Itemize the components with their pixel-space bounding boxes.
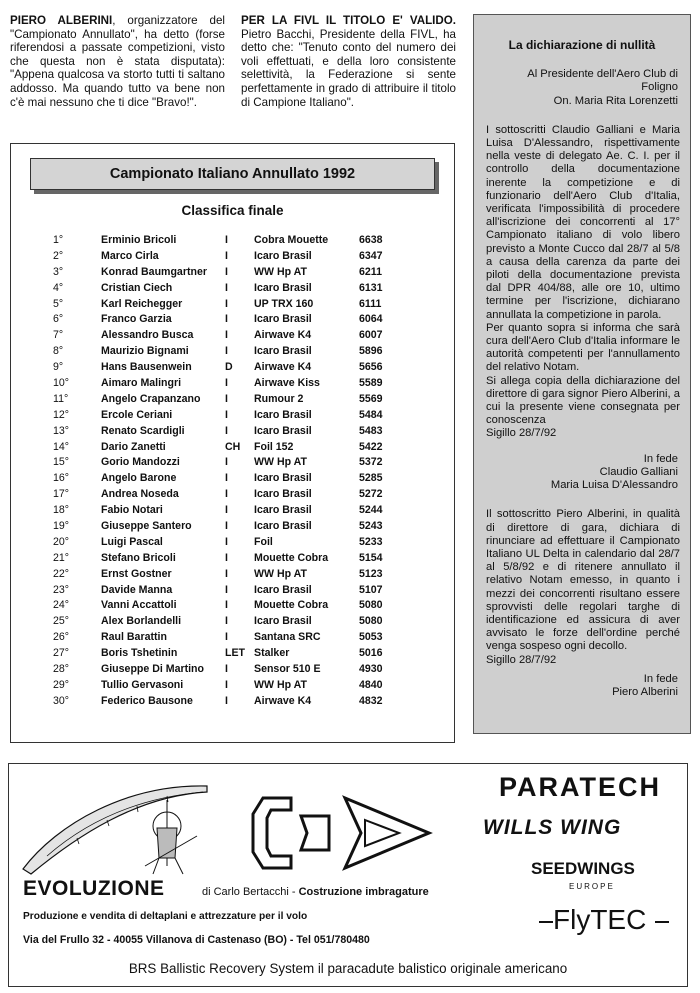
evoluzione-logo-emblem [249, 788, 439, 878]
nation-cell: I [225, 615, 228, 628]
pilot-name-cell: Maurizio Bignami [101, 345, 189, 358]
score-cell: 4832 [359, 694, 383, 707]
rank-cell: 29° [53, 678, 70, 691]
score-cell: 5483 [359, 424, 383, 437]
wing-cell: Icaro Brasil [254, 313, 312, 326]
results-title: Campionato Italiano Annullato 1992 [30, 158, 435, 190]
wing-cell: Icaro Brasil [254, 520, 312, 533]
table-row [11, 599, 454, 615]
nation-cell: D [225, 361, 233, 374]
pilot-name-cell: Andrea Noseda [101, 488, 179, 501]
table-row [11, 472, 454, 488]
nation-cell: I [225, 392, 228, 405]
wing-cell: WW Hp AT [254, 678, 307, 691]
table-row [11, 615, 454, 631]
rank-cell: 11° [53, 392, 69, 405]
rank-cell: 2° [53, 249, 64, 262]
nation-cell: I [225, 265, 228, 278]
sidebar-paragraph-4: Il sottoscritto Piero Alberini, in qualità di direttore di gara, dichiara di rinunciare ad effettuare il Campionato Italiano UL Delta in calendario dal 28/7 al 5/8/92 e di ritenere annullato il relativo Notam emesso, in quanto i mezzi dei concorrenti risultano essere sprovvisti delle regolari targhe di identificazione ed assicura di aver avvisato le forze dell'ordine perché venga sospeso ogni decollo. [486, 508, 680, 653]
score-cell: 5243 [359, 520, 383, 533]
table-row [11, 631, 454, 647]
rank-cell: 30° [53, 694, 70, 707]
rank-cell: 1° [53, 234, 64, 246]
score-cell: 5080 [359, 615, 383, 628]
address-line-3: On. Maria Rita Lorenzetti [553, 94, 678, 107]
pilot-name-cell: Alessandro Busca [101, 329, 194, 342]
pilot-name-cell: Raul Barattin [101, 631, 167, 644]
score-cell: 5080 [359, 599, 383, 612]
sidebar-paragraph-2: Per quanto sopra si informa che sarà cura dell'Aero Club d'Italia informare le autorità competenti per l'annullamento del relativo Notam. [486, 321, 680, 374]
wing-cell: Santana SRC [254, 631, 321, 644]
score-cell: 5656 [359, 361, 383, 374]
pilot-name-cell: Erminio Bricoli [101, 234, 177, 246]
score-cell: 6638 [359, 234, 383, 246]
wing-cell: Icaro Brasil [254, 472, 312, 485]
wing-cell: Stalker [254, 647, 290, 660]
willswing-logo: WILLS WING [483, 816, 622, 839]
pilot-name-cell: Stefano Bricoli [101, 551, 176, 564]
rank-cell: 13° [53, 424, 70, 437]
table-row [11, 234, 454, 250]
pilot-name-cell: Renato Scardigli [101, 424, 185, 437]
rank-cell: 10° [53, 377, 70, 390]
column-2-lead: PER LA FIVL IL TITOLO E' VALIDO. [241, 14, 456, 27]
score-cell: 5569 [359, 392, 383, 405]
rank-cell: 3° [53, 265, 64, 278]
results-rows [11, 234, 454, 711]
rank-cell: 19° [53, 520, 70, 533]
table-row [11, 377, 454, 393]
rank-cell: 22° [53, 567, 70, 580]
pilot-name-cell: Dario Zanetti [101, 440, 166, 453]
rank-cell: 28° [53, 663, 70, 676]
sidebar-seal-1: Sigillo 28/7/92 [486, 427, 557, 440]
nation-cell: I [225, 249, 228, 262]
wing-cell: Mouette Cobra [254, 599, 329, 612]
score-cell: 4840 [359, 678, 383, 691]
score-cell: 6064 [359, 313, 383, 326]
wing-cell: WW Hp AT [254, 456, 307, 469]
pilot-name-cell: Federico Bausone [101, 694, 193, 707]
paratech-logo: PARATECH [499, 772, 661, 802]
rank-cell: 16° [53, 472, 70, 485]
signatory-1a: Claudio Galliani [599, 465, 678, 478]
wing-cell: Sensor 510 E [254, 663, 321, 676]
pilot-name-cell: Davide Manna [101, 583, 173, 596]
nation-cell: I [225, 551, 228, 564]
results-box [10, 143, 455, 743]
rank-cell: 9° [53, 361, 64, 374]
nation-cell: I [225, 678, 228, 691]
wing-cell: Airwave K4 [254, 329, 312, 342]
rank-cell: 7° [53, 329, 64, 342]
pilot-name-cell: Angelo Barone [101, 472, 177, 485]
pilot-name-cell: Ercole Ceriani [101, 408, 173, 421]
nation-cell: I [225, 694, 228, 707]
wing-cell: Airwave K4 [254, 361, 312, 374]
article-column-2 [241, 14, 456, 109]
pilot-name-cell: Aimaro Malingri [101, 377, 182, 390]
wing-cell: Icaro Brasil [254, 488, 312, 501]
article-column-1 [10, 14, 225, 109]
score-cell: 5107 [359, 583, 383, 596]
rank-cell: 6° [53, 313, 64, 326]
score-cell: 5589 [359, 377, 383, 390]
pilot-name-cell: Cristian Ciech [101, 281, 173, 294]
in-fede-2: In fede [643, 672, 678, 685]
table-row [11, 393, 454, 409]
pilot-name-cell: Tullio Gervasoni [101, 678, 184, 691]
sidebar-paragraph-1: I sottoscritti Claudio Galliani e Maria Luisa D'Alessandro, rispettivamente nella veste di delegato Ae. C. I. per il controllo della documentazione inerente la competizione e di funzionario dell'Aero Club d'Italia, verificata l'impossibilità di procedere all'iscrizione dei concorrenti al 17° Campionato italiano di volo libero previsto a Monte Cucco dal 28/7 al 5/8 a causa della carenza da parte dei piloti della documentazione prevista dal DPR 404/88, alle ore 10, ultimo termine per l'iscrizione, dichiarano annullata la competizione in parola. [486, 123, 680, 321]
rank-cell: 25° [53, 615, 70, 628]
nation-cell: LET [225, 647, 246, 660]
table-row [11, 504, 454, 520]
wing-cell: WW Hp AT [254, 567, 307, 580]
brs-slogan: BRS Ballistic Recovery System il paracadute balistico originale americano [128, 961, 568, 976]
nation-cell: CH [225, 440, 241, 453]
rank-cell: 27° [53, 647, 70, 660]
score-cell: 5484 [359, 408, 383, 421]
wing-cell: UP TRX 160 [254, 297, 314, 310]
wing-cell: WW Hp AT [254, 265, 307, 278]
sidebar-seal-2: Sigillo 28/7/92 [486, 653, 557, 666]
table-row [11, 282, 454, 298]
wing-cell: Airwave K4 [254, 694, 312, 707]
rank-cell: 5° [53, 297, 64, 310]
table-row [11, 456, 454, 472]
results-subtitle: Classifica finale [181, 203, 284, 218]
wing-cell: Cobra Mouette [254, 234, 329, 246]
table-row [11, 647, 454, 663]
table-row [11, 488, 454, 504]
score-cell: 6347 [359, 249, 383, 262]
nation-cell: I [225, 504, 228, 517]
table-row [11, 361, 454, 377]
signature-block-1 [474, 453, 690, 493]
seedwings-europe-label: EUROPE [569, 882, 615, 891]
rank-cell: 4° [53, 281, 64, 294]
score-cell: 6131 [359, 281, 383, 294]
address-line-2: Foligno [641, 81, 678, 94]
nation-cell: I [225, 488, 228, 501]
rank-cell: 12° [53, 408, 70, 421]
pilot-name-cell: Hans Bausenwein [101, 361, 192, 374]
wing-cell: Icaro Brasil [254, 281, 312, 294]
rank-cell: 24° [53, 599, 70, 612]
column-1-lead: PIERO ALBERINI [10, 14, 113, 27]
pilot-name-cell: Fabio Notari [101, 504, 163, 517]
column-2-text: Pietro Bacchi, Presidente della FIVL, ha detto che: "Tenuto conto del numero dei voli effettuati, e della loro consistente selettività, la Federazione si sente perfettamente in grado di attribuire il titolo di Campione Italiano". [241, 27, 456, 109]
wing-cell: Rumour 2 [254, 392, 304, 405]
nation-cell: I [225, 535, 228, 548]
score-cell: 5244 [359, 504, 383, 517]
table-row [11, 695, 454, 711]
table-row [11, 520, 454, 536]
nation-cell: I [225, 599, 228, 612]
wing-cell: Icaro Brasil [254, 249, 312, 262]
wing-cell: Icaro Brasil [254, 424, 312, 437]
nation-cell: I [225, 313, 228, 326]
table-row [11, 536, 454, 552]
advertisement [8, 763, 688, 987]
nation-cell: I [225, 408, 228, 421]
pilot-name-cell: Konrad Baumgartner [101, 265, 207, 278]
evoluzione-address: Via del Frullo 32 - 40055 Villanova di Castenaso (BO) - Tel 051/780480 [23, 934, 370, 946]
nation-cell: I [225, 281, 228, 294]
score-cell: 5272 [359, 488, 383, 501]
wing-cell: Icaro Brasil [254, 345, 312, 358]
score-cell: 6007 [359, 329, 383, 342]
signatory-2: Piero Alberini [612, 685, 678, 698]
nation-cell: I [225, 663, 228, 676]
sidebar-paragraph-3: Si allega copia della dichiarazione del direttore di gara signor Piero Alberini, a cui la presente viene consegnata per conoscenza [486, 374, 680, 427]
signatory-1b: Maria Luisa D'Alessandro [550, 479, 678, 492]
table-row [11, 679, 454, 695]
score-cell: 4930 [359, 663, 383, 676]
pilot-name-cell: Ernst Gostner [101, 567, 172, 580]
evoluzione-products: Produzione e vendita di deltaplani e attrezzature per il volo [23, 911, 308, 922]
table-row [11, 266, 454, 282]
score-cell: 5422 [359, 440, 383, 453]
nation-cell: I [225, 472, 228, 485]
tagline-separator: - [288, 886, 299, 898]
seedwings-logo: SEEDWINGS [531, 859, 635, 878]
address-line-1: Al Presidente dell'Aero Club di [527, 68, 678, 81]
table-row [11, 345, 454, 361]
table-row [11, 409, 454, 425]
sidebar-title: La dichiarazione di nullità [508, 38, 656, 52]
pilot-name-cell: Vanni Accattoli [101, 599, 177, 612]
column-1-text: , organizzatore del "Campionato Annullato", ha detto (forse riferendosi a passate competizioni, visto che questa non è stata disputata): "Appena qualcosa va storto tutti ti saltano addosso. Ma quando tutto va bene non c'è mai nessuno che ti dice "Bravo!". [10, 14, 225, 109]
table-row [11, 298, 454, 314]
nation-cell: I [225, 377, 228, 390]
nation-cell: I [225, 567, 228, 580]
rank-cell: 14° [53, 440, 70, 453]
table-row [11, 552, 454, 568]
nation-cell: I [225, 297, 228, 310]
pilot-name-cell: Angelo Crapanzano [101, 392, 201, 405]
wing-cell: Foil 152 [254, 440, 294, 453]
signature-block-2 [474, 673, 690, 699]
nation-cell: I [225, 520, 228, 533]
rank-cell: 15° [53, 456, 70, 469]
pilot-name-cell: Giuseppe Di Martino [101, 663, 205, 676]
wing-cell: Icaro Brasil [254, 615, 312, 628]
nation-cell: I [225, 345, 228, 358]
pilot-name-cell: Marco Cirla [101, 249, 159, 262]
wing-cell: Icaro Brasil [254, 583, 312, 596]
evoluzione-product-tagline: Costruzione imbragature [298, 886, 429, 898]
nation-cell: I [225, 583, 228, 596]
table-row [11, 250, 454, 266]
table-row [11, 663, 454, 679]
nation-cell: I [225, 631, 228, 644]
pilot-name-cell: Alex Borlandelli [101, 615, 182, 628]
rank-cell: 18° [53, 504, 70, 517]
evoluzione-byline: di Carlo Bertacchi [202, 886, 289, 898]
score-cell: 5123 [359, 567, 383, 580]
table-row [11, 329, 454, 345]
sidebar-body-2 [474, 508, 690, 666]
score-cell: 5285 [359, 472, 383, 485]
score-cell: 5233 [359, 535, 383, 548]
table-row [11, 441, 454, 457]
rank-cell: 17° [53, 488, 70, 501]
wing-cell: Mouette Cobra [254, 551, 329, 564]
pilot-name-cell: Karl Reichegger [101, 297, 183, 310]
score-cell: 6211 [359, 265, 382, 278]
table-row [11, 425, 454, 441]
nation-cell: I [225, 329, 228, 342]
nation-cell: I [225, 234, 228, 246]
pilot-name-cell: Gorio Mandozzi [101, 456, 180, 469]
rank-cell: 23° [53, 583, 70, 596]
pilot-name-cell: Boris Tshetinin [101, 647, 178, 660]
nation-cell: I [225, 424, 228, 437]
pilot-name-cell: Franco Garzia [101, 313, 172, 326]
evoluzione-brand: EVOLUZIONE [23, 877, 165, 900]
flytec-logo: FlyTEC [553, 904, 647, 935]
rank-cell: 8° [53, 345, 64, 358]
rank-cell: 26° [53, 631, 70, 644]
evoluzione-tagline [202, 886, 429, 898]
wing-cell: Icaro Brasil [254, 504, 312, 517]
pilot-name-cell: Giuseppe Santero [101, 520, 192, 533]
score-cell: 5016 [359, 647, 383, 660]
rank-cell: 21° [53, 551, 70, 564]
table-row [11, 584, 454, 600]
hang-glider-illustration [17, 766, 217, 881]
score-cell: 5372 [359, 456, 383, 469]
score-cell: 5896 [359, 345, 383, 358]
table-row [11, 313, 454, 329]
sidebar-address [474, 68, 690, 108]
wing-cell: Airwave Kiss [254, 377, 320, 390]
declaration-sidebar [473, 14, 691, 734]
score-cell: 6111 [359, 297, 382, 310]
rank-cell: 20° [53, 535, 70, 548]
wing-cell: Icaro Brasil [254, 408, 312, 421]
sidebar-body [474, 124, 690, 441]
table-row [11, 568, 454, 584]
in-fede-1: In fede [643, 452, 678, 465]
nation-cell: I [225, 456, 228, 469]
score-cell: 5154 [359, 551, 383, 564]
pilot-name-cell: Luigi Pascal [101, 535, 163, 548]
wing-cell: Foil [254, 535, 273, 548]
score-cell: 5053 [359, 631, 383, 644]
